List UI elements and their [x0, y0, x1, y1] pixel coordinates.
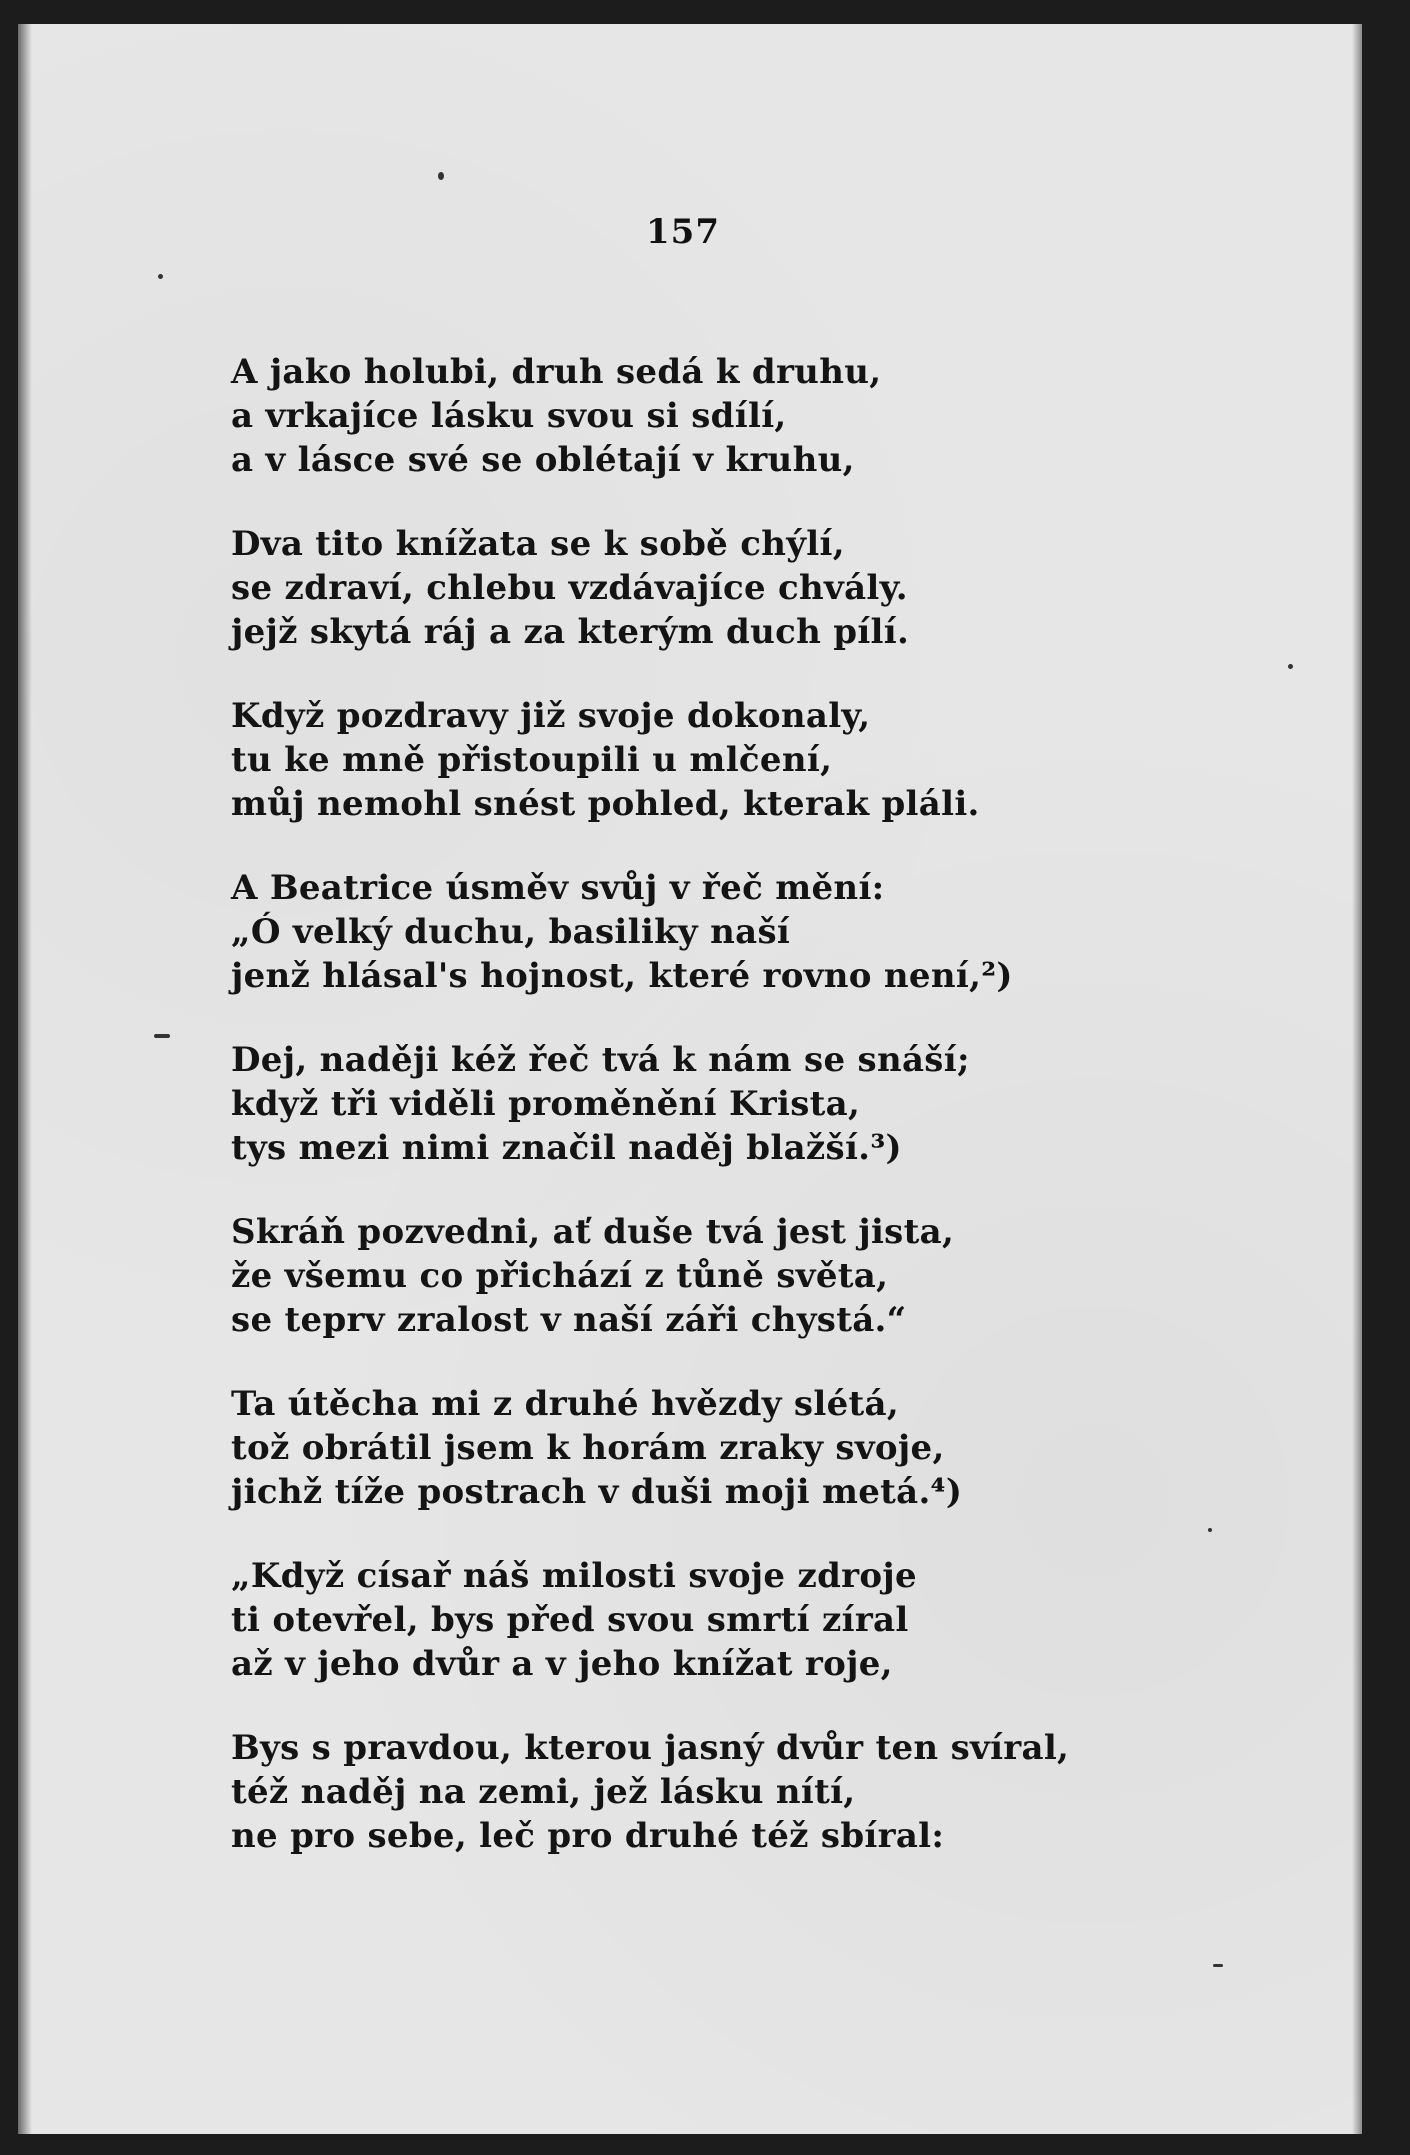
verse-line: až v jeho dvůr a v jeho knížat roje, [231, 1644, 893, 1684]
verse-line: tož obrátil jsem k horám zraky svoje, [231, 1428, 945, 1468]
verse-line: se zdraví, chlebu vzdávajíce chvály. [231, 568, 908, 608]
verse-line: a v lásce své se oblétají v kruhu, [231, 440, 855, 480]
verse-line: můj nemohl snést pohled, kterak pláli. [231, 784, 980, 824]
poem-text [231, 350, 1331, 1898]
verse-line: „Když císař náš milosti svoje zdroje [231, 1556, 917, 1596]
verse-line: Dej, naději kéž řeč tvá k nám se snáší; [231, 1040, 970, 1080]
stanza [231, 522, 1331, 654]
stanza [231, 866, 1331, 998]
verse-line: Bys s pravdou, kterou jasný dvůr ten svíral, [231, 1728, 1070, 1768]
stanza [231, 1554, 1331, 1686]
scan-speck [1213, 1964, 1223, 1967]
verse-line: ti otevřel, bys před svou smrtí zíral [231, 1600, 909, 1640]
verse-line: A jako holubi, druh sedá k druhu, [231, 352, 882, 392]
stanza [231, 1038, 1331, 1170]
verse-line: Když pozdravy již svoje dokonaly, [231, 696, 871, 736]
scan-speck [438, 172, 444, 180]
verse-line: když tři viděli proměnění Krista, [231, 1084, 861, 1124]
verse-line: jejž skytá ráj a za kterým duch pílí. [231, 612, 910, 652]
stanza [231, 694, 1331, 826]
verse-line: „Ó velký duchu, basiliky naší [231, 912, 791, 952]
verse-line: že všemu co přichází z tůně světa, [231, 1256, 889, 1296]
verse-line: jenž hlásal's hojnost, které rovno není,²) [231, 956, 1013, 996]
verse-line: Dva tito knížata se k sobě chýlí, [231, 524, 845, 564]
scan-speck [1288, 664, 1293, 669]
stanza [231, 350, 1331, 482]
stanza [231, 1726, 1331, 1858]
verse-line: ne pro sebe, leč pro druhé též sbíral: [231, 1816, 945, 1856]
book-page [18, 24, 1362, 2134]
verse-line: a vrkajíce lásku svou si sdílí, [231, 396, 787, 436]
verse-line: A Beatrice úsměv svůj v řeč mění: [231, 868, 885, 908]
page-number: 157 [646, 212, 720, 252]
verse-line: tu ke mně přistoupili u mlčení, [231, 740, 833, 780]
scan-speck [1208, 1528, 1212, 1532]
verse-line: tys mezi nimi značil naděj blažší.³) [231, 1128, 902, 1168]
stanza [231, 1210, 1331, 1342]
stanza [231, 1382, 1331, 1514]
verse-line: Skráň pozvedni, ať duše tvá jest jista, [231, 1212, 955, 1252]
verse-line: též naděj na zemi, jež lásku nítí, [231, 1772, 856, 1812]
page-edge-shadow [1352, 24, 1362, 2134]
verse-line: jichž tíže postrach v duši moji metá.⁴) [231, 1472, 963, 1512]
verse-line: Ta útěcha mi z druhé hvězdy slétá, [231, 1384, 899, 1424]
binding-shadow [18, 24, 32, 2134]
verse-line: se teprv zralost v naší záři chystá.“ [231, 1300, 907, 1340]
scan-speck [154, 1034, 170, 1038]
scan-speck [158, 274, 163, 279]
